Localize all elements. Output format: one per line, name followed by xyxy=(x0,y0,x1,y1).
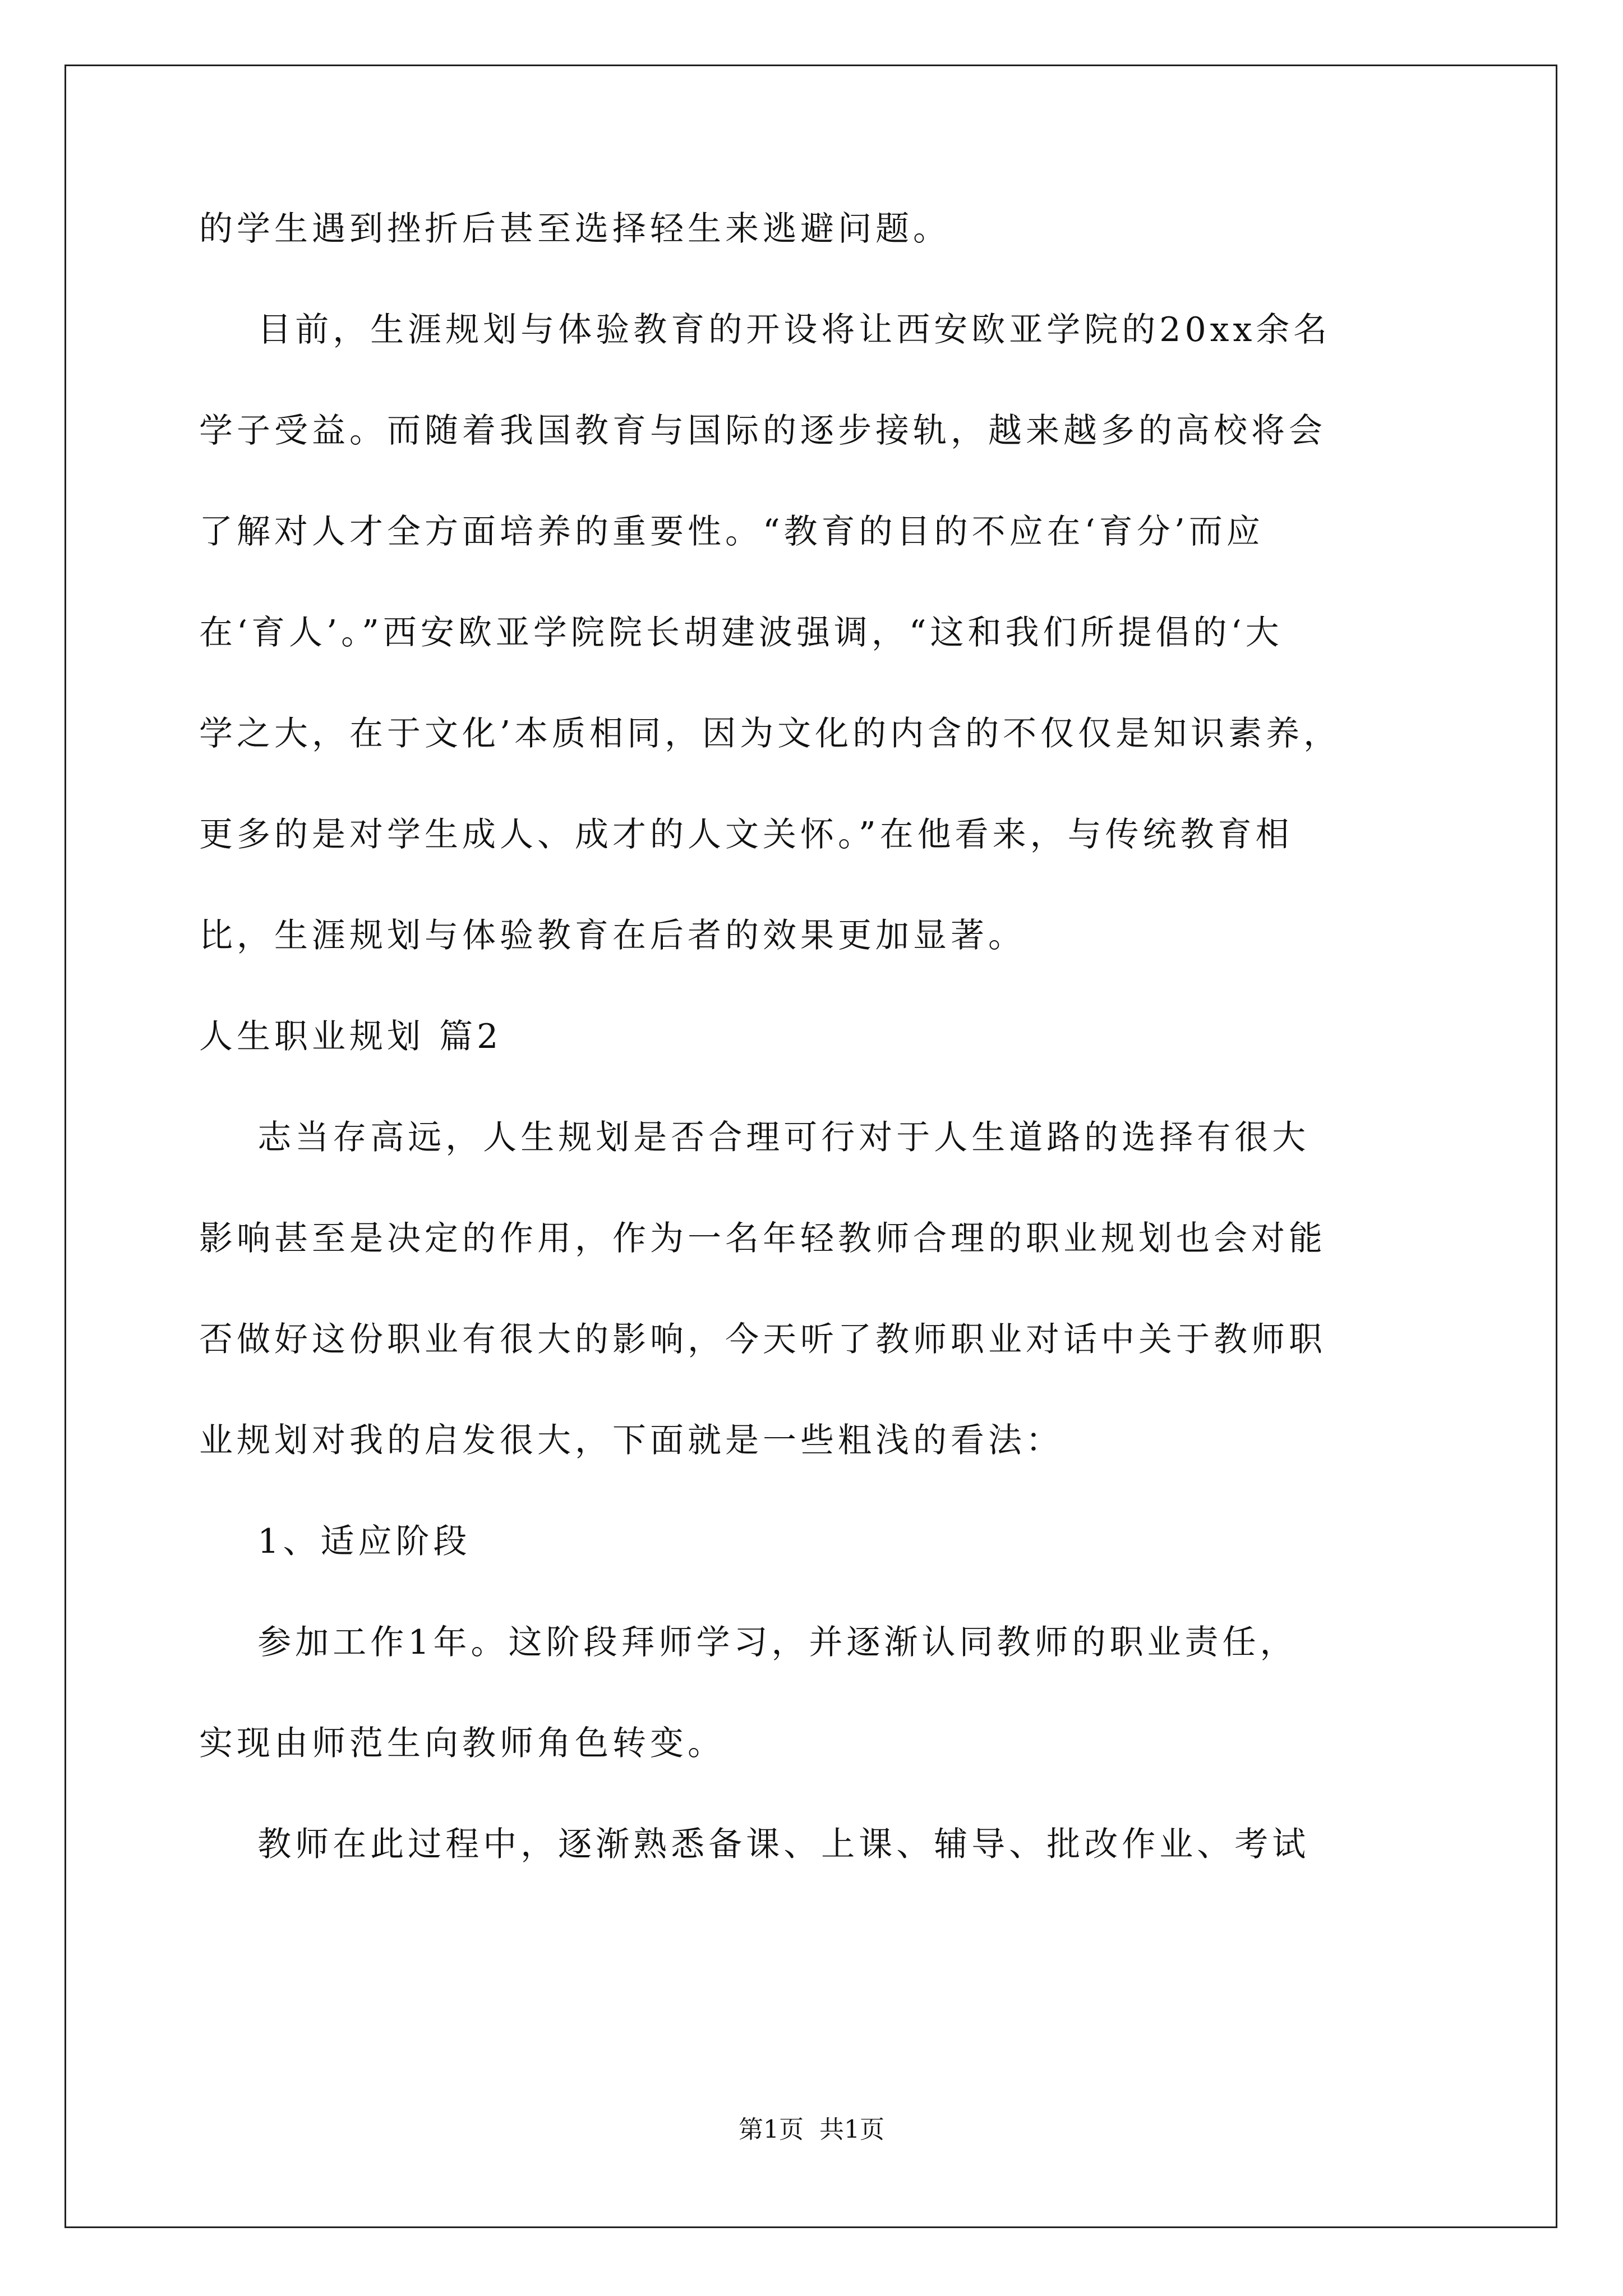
paragraph-line: 在‘育人’。”西安欧亚学院院长胡建波强调，“这和我们所提倡的‘大 xyxy=(199,613,1283,652)
paragraph-line: 了解对人才全方面培养的重要性。“教育的目的不应在‘育分’而应 xyxy=(199,512,1264,551)
paragraph-line: 志当存高远，人生规划是否合理可行对于人生道路的选择有很大 xyxy=(199,1118,1310,1157)
paragraph-line: 否做好这份职业有很大的影响，今天听了教师职业对话中关于教师职 xyxy=(199,1320,1326,1359)
paragraph-line: 学之大，在于文化’本质相同，因为文化的内含的不仅仅是知识素养， xyxy=(199,714,1341,753)
section-heading: 人生职业规划 篇2 xyxy=(199,1017,502,1056)
paragraph-line: 参加工作1年。这阶段拜师学习，并逐渐认同教师的职业责任， xyxy=(199,1623,1298,1662)
paragraph-line: 业规划对我的启发很大，下面就是一些粗浅的看法： xyxy=(199,1421,1063,1460)
paragraph-line: 学子受益。而随着我国教育与国际的逐步接轨，越来越多的高校将会 xyxy=(199,411,1326,450)
paragraph-line: 教师在此过程中，逐渐熟悉备课、上课、辅导、批改作业、考试 xyxy=(199,1825,1310,1864)
paragraph-line: 影响甚至是决定的作用，作为一名年轻教师合理的职业规划也会对能 xyxy=(199,1219,1326,1258)
paragraph-line: 目前，生涯规划与体验教育的开设将让西安欧亚学院的20xx余名 xyxy=(199,310,1331,349)
paragraph-line: 比，生涯规划与体验教育在后者的效果更加显著。 xyxy=(199,916,1026,955)
page-footer: 第1页 共1页 xyxy=(739,2115,884,2144)
paragraph-line: 的学生遇到挫折后甚至选择轻生来逃避问题。 xyxy=(199,209,951,249)
paragraph-line: 更多的是对学生成人、成才的人文关怀。”在他看来，与传统教育相 xyxy=(199,815,1293,854)
paragraph-line: 实现由师范生向教师角色转变。 xyxy=(199,1724,725,1763)
list-item-heading: 1、适应阶段 xyxy=(199,1522,471,1561)
